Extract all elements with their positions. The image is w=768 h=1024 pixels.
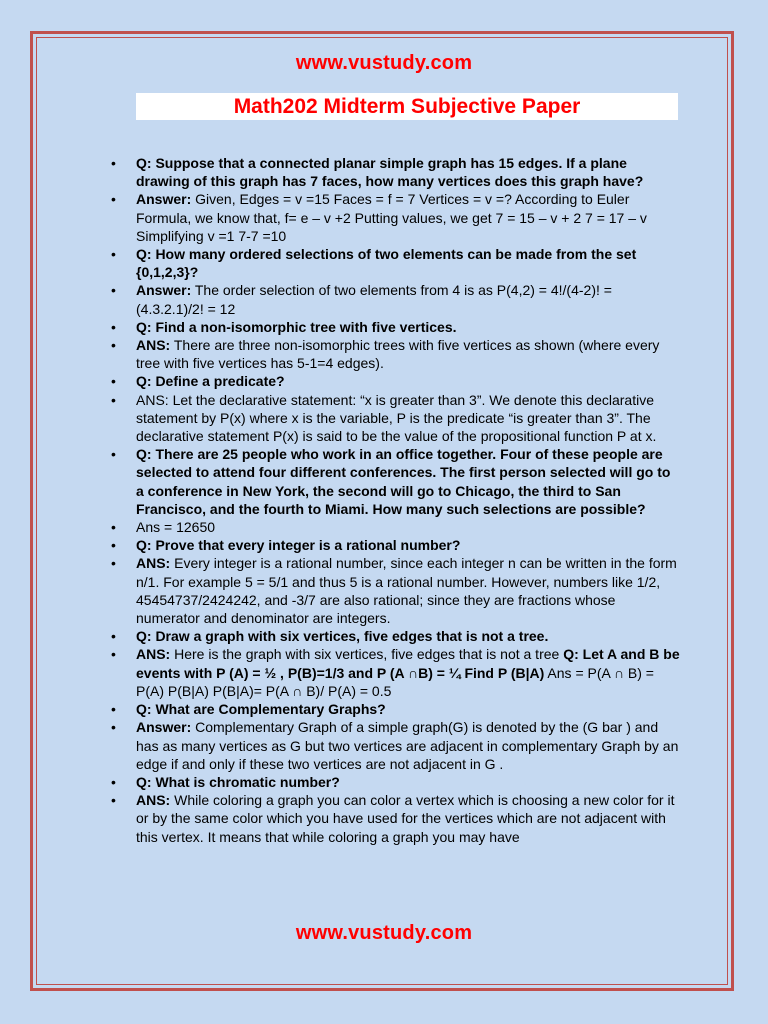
list-item xyxy=(111,318,681,336)
answer-text: Every integer is a rational number, since each integer n can be written in the form n/1. For example 5 = 5/1 and thus 5 is a rational number. However, numbers like 1/2, 45454737/2424242, and -3/7 are also rational; since they are fractions whose numerator and denominator are integers. xyxy=(136,555,677,627)
question-text: Q: Prove that every integer is a rational number? xyxy=(136,537,461,554)
list-item xyxy=(111,518,681,536)
answer-text: Given, Edges = v =15 Faces = f = 7 Vertices = v =? According to Euler Formula, we know that, f= e – v +2 Putting values, we get 7 = 15 – v + 2 7 = 17 – v Simplifying v =1 7-7 =10 xyxy=(136,191,647,244)
list-item xyxy=(111,245,681,281)
answer-text: There are three non-isomorphic trees with five vertices as shown (where every tree with five vertices has 5-1=4 edges). xyxy=(136,337,660,372)
list-item xyxy=(111,190,681,245)
answer-label: ANS: xyxy=(136,646,171,663)
list-item xyxy=(111,554,681,627)
list-item xyxy=(111,154,681,190)
answer-text: ANS: Let the declarative statement: “x is greater than 3”. We denote this declarative statement by P(x) where x is the variable, P is the predicate “is greater than 3”. The declarative statement P(x) is said to be the value of the propositional function P at x. xyxy=(136,391,657,445)
answer-text: While coloring a graph you can color a vertex which is choosing a new color for it or by the same color which you have used for the vertices which are not adjacent with this vertex. It means that while coloring a graph you may have xyxy=(136,792,675,845)
list-item xyxy=(111,336,681,372)
question-text: Q: Suppose that a connected planar simple graph has 15 edges. If a plane drawing of this graph has 7 faces, how many vertices does this graph have? xyxy=(136,155,644,190)
question-text: Q: Draw a graph with six vertices, five edges that is not a tree. xyxy=(136,628,549,645)
question-text: Q: What are Complementary Graphs? xyxy=(136,701,386,718)
list-item xyxy=(111,700,681,718)
list-item xyxy=(111,281,681,317)
list-item xyxy=(111,445,681,518)
answer-label: ANS: xyxy=(136,555,171,572)
question-text: Q: There are 25 people who work in an office together. Four of these people are selected to attend four different conferences. The first person selected will go to a conference in New York, the second will go to Chicago, the third to San Francisco, and the fourth to Miami. How many such selections are possible? xyxy=(136,446,671,517)
header-site-url: www.vustudy.com xyxy=(295,52,473,74)
list-item xyxy=(111,773,681,791)
answer-text: Complementary Graph of a simple graph(G) is denoted by the (G bar ) and has as many vertices as G but two vertices are adjacent in complementary Graph by an edge if and only if these two vertices are not adjacent in G . xyxy=(136,719,679,772)
list-item xyxy=(111,645,681,700)
list-item xyxy=(111,718,681,773)
list-item xyxy=(111,627,681,645)
answer-label: Answer: xyxy=(136,191,192,208)
list-item xyxy=(111,536,681,554)
answer-label: ANS: xyxy=(136,337,171,354)
list-item xyxy=(111,391,681,446)
answer-text: Here is the graph with six vertices, five edges that is not a tree xyxy=(170,646,564,663)
page-title: Math202 Midterm Subjective Paper xyxy=(136,93,678,120)
answer-text: The order selection of two elements from 4 is as P(4,2) = 4!/(4-2)! = (4.3.2.1)/2! = 12 xyxy=(136,282,612,317)
list-item xyxy=(111,791,681,846)
inline-question-text: Q: Let A and B be events with P (A) = ½ , P(B)=1/3 and P (A ∩B) = ¼ Find P (B|A) xyxy=(136,646,680,681)
question-text: Q: Find a non-isomorphic tree with five vertices. xyxy=(136,318,457,335)
question-list-container xyxy=(111,154,681,846)
footer-site-url: www.vustudy.com xyxy=(295,922,473,944)
question-text: Q: What is chromatic number? xyxy=(136,773,340,790)
answer-text: Ans = 12650 xyxy=(136,519,216,536)
question-text: Q: How many ordered selections of two elements can be made from the set {0,1,2,3}? xyxy=(136,246,637,281)
answer-label: Answer: xyxy=(136,719,192,736)
question-list xyxy=(111,154,681,846)
inline-answer-text: Ans = P(A ∩ B) = P(A) P(B|A) P(B|A)= P(A ∩ B)/ P(A) = 0.5 xyxy=(136,664,654,699)
answer-label: Answer: xyxy=(136,282,192,299)
answer-label: ANS: xyxy=(136,792,171,809)
list-item xyxy=(111,372,681,390)
question-text: Q: Define a predicate? xyxy=(136,373,285,390)
